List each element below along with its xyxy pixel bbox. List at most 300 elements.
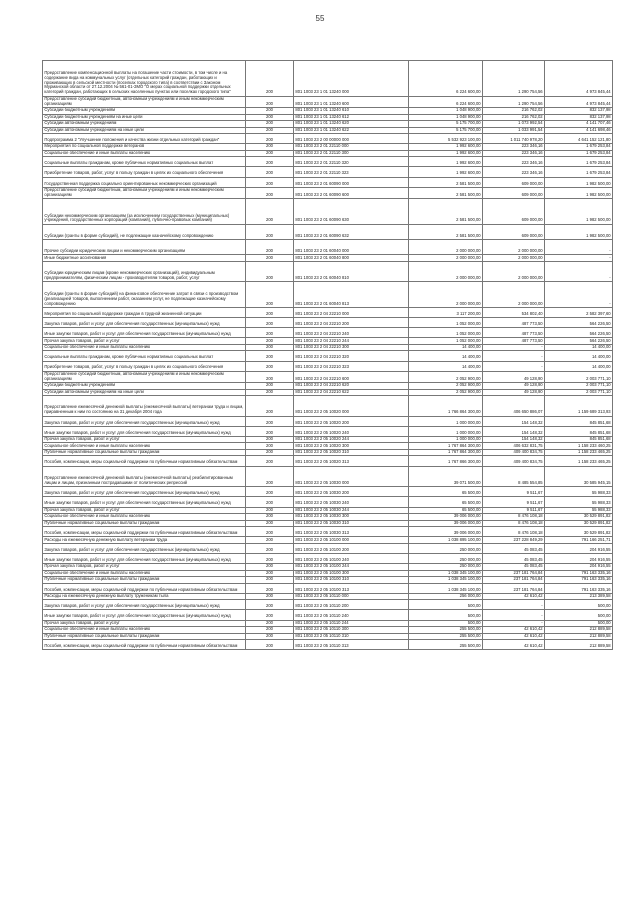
cell-executed-amount: 42 610,42 — [483, 627, 545, 634]
cell-classification-code: 801 1003 23 2 04 22210 600 — [294, 371, 409, 382]
cell-line-code: 200 — [246, 255, 294, 262]
cell-line-code: 200 — [246, 520, 294, 527]
cell-executed-amount: 609 000,00 — [483, 177, 545, 187]
cell-line-code: 200 — [246, 307, 294, 317]
cell-line-code: 200 — [246, 620, 294, 627]
cell-unexecuted-amount: 213 389,58 — [545, 593, 613, 600]
table-row — [43, 199, 613, 225]
cell-classification-code: 801 1003 23 2 04 22210 323 — [294, 361, 409, 371]
cell-line-code: 200 — [246, 157, 294, 167]
cell-item-name: Публичные нормативные социальные выплаты гражданам — [43, 633, 246, 640]
cell-approved-amount: 1 767 864 300,00 — [409, 449, 483, 456]
cell-executed-amount: 1 011 740 978,20 — [483, 134, 545, 144]
cell-unexecuted-amount: 1 679 253,84 — [545, 167, 613, 177]
cell-unexecuted-amount: 14 400,00 — [545, 351, 613, 361]
cell-approved-amount: 14 400,00 — [409, 351, 483, 361]
cell-item-name: Закупка товаров, работ и услуг для обеспечения государственных (муниципальных) нужд — [43, 416, 246, 426]
cell-unexecuted-amount: 55 988,33 — [545, 507, 613, 514]
cell-unexecuted-amount: 4 641 152 121,80 — [545, 134, 613, 144]
cell-unexecuted-amount: 55 988,33 — [545, 487, 613, 497]
cell-classification-code: 801 1003 23 2 05 10020 200 — [294, 416, 409, 426]
cell-classification-code: 801 1003 23 2 01 60090 630 — [294, 199, 409, 225]
cell-classification-code: 801 1003 23 2 05 10030 310 — [294, 520, 409, 527]
cell-line-code: 200 — [246, 177, 294, 187]
table-row — [43, 640, 613, 650]
cell-approved-amount: 1 000 000,00 — [409, 426, 483, 436]
cell-classification-code: 801 1003 23 2 05 10110 313 — [294, 640, 409, 650]
cell-item-name: Иные закупки товаров, работ и услуг для обеспечения государственных (муниципальных) нужд — [43, 553, 246, 563]
cell-item-name: Мероприятия по социальной поддержке граждан в трудной жизненной ситуации — [43, 307, 246, 317]
cell-approved-amount: 5 175 700,00 — [409, 121, 483, 128]
cell-executed-amount: - — [483, 600, 545, 610]
table-row — [43, 261, 613, 282]
cell-unexecuted-amount: 564 226,50 — [545, 317, 613, 327]
cell-item-name: Прочие субсидии юридическим лицам и некоммерческим организациям — [43, 239, 246, 254]
cell-executed-amount: - — [483, 610, 545, 620]
cell-executed-amount: 223 346,16 — [483, 150, 545, 157]
table-row — [43, 114, 613, 121]
cell-item-name: Предоставление компенсационной выплаты на погашение части стоимости, в том числе и на содержание вида на коммунальных услуг (отдельных категорий граждан, работающих и проживающих в сельской местности (поселках городского типа) в соответствии с Законом Мурманской области от 27.12.2004 № 561-01-ЗМО "О мерах социальной поддержки отдельных категорий граждан, работающих в сельских населенных пунктах или поселках городского типа" — [43, 61, 246, 97]
table-row — [43, 307, 613, 317]
cell-approved-amount: 1 038 345 100,00 — [409, 570, 483, 577]
table-row — [43, 520, 613, 527]
cell-executed-amount: 237 181 764,84 — [483, 577, 545, 584]
cell-line-code: 200 — [246, 389, 294, 396]
cell-line-code: 200 — [246, 443, 294, 450]
cell-executed-amount: 609 000,00 — [483, 199, 545, 225]
cell-classification-code: 801 1003 23 2 05 10030 200 — [294, 487, 409, 497]
cell-classification-code: 801 1003 23 2 05 10020 000 — [294, 396, 409, 417]
cell-unexecuted-amount: - — [545, 239, 613, 254]
cell-approved-amount: 1 992 600,00 — [409, 150, 483, 157]
cell-executed-amount: - — [483, 351, 545, 361]
cell-executed-amount: 1 033 991,54 — [483, 127, 545, 134]
cell-item-name: Субсидии юридическим лицам (кроме некоммерческих организаций), индивидуальным предпринимателям, физическим лицам - производителям товаров, работ, услуг — [43, 261, 246, 282]
cell-approved-amount: 39 006 000,00 — [409, 514, 483, 521]
cell-unexecuted-amount: 30 585 945,15 — [545, 466, 613, 487]
cell-line-code: 200 — [246, 553, 294, 563]
cell-line-code: 200 — [246, 436, 294, 443]
cell-unexecuted-amount: 1 982 500,00 — [545, 224, 613, 239]
cell-item-name: Иные закупки товаров, работ и услуг для обеспечения государственных (муниципальных) нужд — [43, 610, 246, 620]
cell-line-code: 200 — [246, 361, 294, 371]
cell-classification-code: 801 1003 23 2 01 22110 300 — [294, 150, 409, 157]
table-row — [43, 351, 613, 361]
cell-approved-amount: 250 000,00 — [409, 543, 483, 553]
cell-executed-amount: 2 000 000,00 — [483, 261, 545, 282]
cell-item-name: Иные закупки товаров, работ и услуг для обеспечения государственных (муниципальных) нужд — [43, 426, 246, 436]
cell-item-name: Закупка товаров, работ и услуг для обеспечения государственных (муниципальных) нужд — [43, 600, 246, 610]
table-row — [43, 514, 613, 521]
cell-executed-amount: 42 610,42 — [483, 640, 545, 650]
cell-item-name: Социальные выплаты гражданам, кроме публичных нормативных социальных выплат — [43, 351, 246, 361]
cell-approved-amount: 250 000,00 — [409, 553, 483, 563]
cell-executed-amount: 9 511,67 — [483, 487, 545, 497]
cell-unexecuted-amount: 2 003 771,10 — [545, 383, 613, 390]
cell-classification-code: 801 1003 23 2 05 10100 244 — [294, 564, 409, 571]
cell-line-code: 200 — [246, 167, 294, 177]
cell-line-code: 200 — [246, 150, 294, 157]
cell-classification-code: 801 1003 23 2 05 10020 310 — [294, 449, 409, 456]
cell-approved-amount: 65 500,00 — [409, 507, 483, 514]
table-row — [43, 466, 613, 487]
cell-executed-amount: 154 148,32 — [483, 416, 545, 426]
table-row — [43, 371, 613, 382]
cell-approved-amount: 500,00 — [409, 610, 483, 620]
table-row — [43, 177, 613, 187]
table-row — [43, 157, 613, 167]
cell-approved-amount: 255 500,00 — [409, 640, 483, 650]
cell-classification-code: 801 1003 23 2 01 22110 323 — [294, 167, 409, 177]
cell-executed-amount: 487 773,50 — [483, 317, 545, 327]
cell-approved-amount: 14 400,00 — [409, 344, 483, 351]
cell-classification-code: 801 1003 23 1 01 13240 612 — [294, 114, 409, 121]
cell-line-code: 200 — [246, 199, 294, 225]
cell-classification-code: 801 1003 23 2 05 10110 000 — [294, 593, 409, 600]
cell-item-name: Расходы на ежемесячную денежную выплату ветеранам труда — [43, 537, 246, 544]
table-row — [43, 583, 613, 593]
cell-executed-amount: 8 476 108,18 — [483, 514, 545, 521]
table-row — [43, 127, 613, 134]
cell-line-code: 200 — [246, 593, 294, 600]
cell-unexecuted-amount: 791 163 335,16 — [545, 570, 613, 577]
cell-executed-amount: 42 610,42 — [483, 633, 545, 640]
cell-executed-amount: 2 000 000,00 — [483, 282, 545, 308]
cell-approved-amount: 1 048 900,00 — [409, 108, 483, 115]
cell-classification-code: 801 1003 23 2 05 10110 300 — [294, 627, 409, 634]
cell-approved-amount: 250 000,00 — [409, 564, 483, 571]
cell-item-name: Государственная поддержка социально ориентированных некоммерческих организаций — [43, 177, 246, 187]
cell-item-name: Прочая закупка товаров, работ и услуг — [43, 436, 246, 443]
cell-classification-code: 801 1003 23 2 01 60040 810 — [294, 261, 409, 282]
cell-item-name: Пособия, компенсации, меры социальной поддержки по публичным нормативным обязательствам — [43, 640, 246, 650]
cell-line-code: 200 — [246, 583, 294, 593]
cell-executed-amount: 9 511,67 — [483, 497, 545, 507]
cell-executed-amount: 216 762,02 — [483, 114, 545, 121]
cell-approved-amount: 14 400,00 — [409, 361, 483, 371]
cell-approved-amount: 39 006 000,00 — [409, 527, 483, 537]
table-row — [43, 456, 613, 466]
cell-approved-amount: 1 767 866 300,00 — [409, 456, 483, 466]
cell-executed-amount: 223 346,16 — [483, 167, 545, 177]
cell-classification-code: 801 1003 23 1 01 13240 610 — [294, 108, 409, 115]
cell-executed-amount: 237 181 764,84 — [483, 583, 545, 593]
cell-unexecuted-amount: 2 003 771,10 — [545, 389, 613, 396]
cell-unexecuted-amount: 1 158 233 465,25 — [545, 456, 613, 466]
cell-line-code: 200 — [246, 507, 294, 514]
cell-executed-amount: 2 000 000,00 — [483, 255, 545, 262]
cell-classification-code: 801 1003 23 2 01 22110 000 — [294, 144, 409, 151]
cell-unexecuted-amount: 1 982 500,00 — [545, 199, 613, 225]
cell-line-code: 200 — [246, 416, 294, 426]
cell-classification-code: 801 1003 23 2 04 22210 620 — [294, 383, 409, 390]
table-row — [43, 633, 613, 640]
cell-line-code: 200 — [246, 328, 294, 338]
cell-approved-amount: 1 052 000,00 — [409, 328, 483, 338]
cell-line-code: 200 — [246, 640, 294, 650]
table-row — [43, 167, 613, 177]
cell-line-code: 200 — [246, 564, 294, 571]
cell-item-name: Субсидии (гранты в форме субсидий) на финансовое обеспечение затрат в связи с производством (реализацией товаров, выполнением работ, оказанием услуг, не подлежащие казначейскому сопровождению — [43, 282, 246, 308]
cell-unexecuted-amount: 2 003 771,10 — [545, 371, 613, 382]
cell-line-code: 200 — [246, 466, 294, 487]
cell-unexecuted-amount: 500,00 — [545, 610, 613, 620]
cell-approved-amount: 2 581 500,00 — [409, 224, 483, 239]
table-row — [43, 577, 613, 584]
table-row — [43, 187, 613, 198]
cell-classification-code: 801 1003 23 2 04 22210 200 — [294, 317, 409, 327]
cell-item-name: Социальное обеспечение и иные выплаты населению — [43, 150, 246, 157]
cell-item-name: Социальные выплаты гражданам, кроме публичных нормативных социальных выплат — [43, 157, 246, 167]
cell-classification-code: 801 1003 23 2 01 60090 000 — [294, 177, 409, 187]
cell-executed-amount: 487 773,50 — [483, 328, 545, 338]
cell-classification-code: 801 1003 23 2 01 60090 600 — [294, 187, 409, 198]
cell-item-name: Субсидии некоммерческим организациям (за исключением государственных (муниципальных) учреждений, государственных корпораций (компаний), публично-правовых компаний) — [43, 199, 246, 225]
table-row — [43, 593, 613, 600]
cell-approved-amount: 1 038 895 100,00 — [409, 537, 483, 544]
cell-executed-amount: 8 476 108,18 — [483, 520, 545, 527]
cell-approved-amount: 65 500,00 — [409, 487, 483, 497]
cell-line-code: 200 — [246, 543, 294, 553]
cell-approved-amount: 255 500,00 — [409, 627, 483, 634]
cell-line-code: 200 — [246, 144, 294, 151]
cell-item-name: Закупка товаров, работ и услуг для обеспечения государственных (муниципальных) нужд — [43, 487, 246, 497]
cell-unexecuted-amount: 30 529 891,82 — [545, 527, 613, 537]
cell-classification-code: 801 1003 23 2 01 60040 800 — [294, 255, 409, 262]
cell-unexecuted-amount: 204 916,55 — [545, 564, 613, 571]
cell-unexecuted-amount: 1 982 500,00 — [545, 187, 613, 198]
cell-executed-amount: 9 511,67 — [483, 507, 545, 514]
table-row — [43, 487, 613, 497]
table-row — [43, 553, 613, 563]
cell-classification-code: 801 1003 23 2 04 22210 320 — [294, 351, 409, 361]
cell-unexecuted-amount: - — [545, 261, 613, 282]
cell-line-code: 200 — [246, 383, 294, 390]
cell-item-name: Иные закупки товаров, работ и услуг для обеспечения государственных (муниципальных) нужд — [43, 328, 246, 338]
cell-unexecuted-amount: 55 988,33 — [545, 497, 613, 507]
cell-approved-amount: 255 500,00 — [409, 633, 483, 640]
table-row — [43, 389, 613, 396]
cell-line-code: 200 — [246, 96, 294, 107]
cell-classification-code: 801 1003 23 2 04 22210 244 — [294, 338, 409, 345]
cell-executed-amount: 154 148,32 — [483, 436, 545, 443]
cell-unexecuted-amount: 1 158 233 465,25 — [545, 449, 613, 456]
table-row — [43, 497, 613, 507]
cell-approved-amount: 1 048 900,00 — [409, 114, 483, 121]
table-row — [43, 150, 613, 157]
cell-item-name: Социальное обеспечение и иные выплаты населению — [43, 570, 246, 577]
cell-item-name: Прочая закупка товаров, работ и услуг — [43, 338, 246, 345]
cell-line-code: 200 — [246, 134, 294, 144]
cell-unexecuted-amount: 14 400,00 — [545, 344, 613, 351]
cell-classification-code: 801 1003 23 2 05 10020 313 — [294, 456, 409, 466]
cell-classification-code: 801 1003 23 2 05 10110 200 — [294, 600, 409, 610]
cell-executed-amount: 45 083,45 — [483, 543, 545, 553]
budget-table-body — [43, 61, 613, 650]
table-row — [43, 61, 613, 97]
cell-unexecuted-amount: 1 159 689 313,93 — [545, 396, 613, 417]
cell-item-name: Предоставление ежемесячной денежной выплаты (ежемесячной выплаты) ветеранам труда и лицам, приравненным к ним по состоянию на 31 декабря 2004 года — [43, 396, 246, 417]
cell-unexecuted-amount: 791 163 335,16 — [545, 577, 613, 584]
cell-line-code: 200 — [246, 371, 294, 382]
cell-classification-code: 801 1003 23 2 05 10100 240 — [294, 553, 409, 563]
cell-item-name: Пособия, компенсации, меры социальной поддержки по публичным нормативным обязательствам — [43, 527, 246, 537]
cell-item-name: Прочая закупка товаров, работ и услуг — [43, 620, 246, 627]
cell-executed-amount: 154 148,32 — [483, 426, 545, 436]
cell-approved-amount: 1 992 600,00 — [409, 144, 483, 151]
cell-approved-amount: 500,00 — [409, 620, 483, 627]
cell-classification-code: 801 1003 23 2 01 60040 000 — [294, 239, 409, 254]
cell-executed-amount: 237 181 764,84 — [483, 570, 545, 577]
cell-approved-amount: 2 581 500,00 — [409, 187, 483, 198]
cell-item-name: Субсидии автономным учреждениям — [43, 121, 246, 128]
cell-executed-amount: 49 128,90 — [483, 383, 545, 390]
cell-line-code: 200 — [246, 338, 294, 345]
table-row — [43, 361, 613, 371]
cell-executed-amount: 409 400 834,75 — [483, 456, 545, 466]
cell-executed-amount: 8 485 554,85 — [483, 466, 545, 487]
budget-table — [42, 60, 613, 650]
cell-approved-amount: 65 500,00 — [409, 497, 483, 507]
cell-approved-amount: 2 000 000,00 — [409, 261, 483, 282]
cell-approved-amount: 2 052 900,00 — [409, 383, 483, 390]
cell-unexecuted-amount: 4 973 845,44 — [545, 96, 613, 107]
cell-approved-amount: 1 038 345 100,00 — [409, 583, 483, 593]
cell-item-name: Предоставление субсидий бюджетным, автономным учреждениям и иным некоммерческим организациям — [43, 187, 246, 198]
cell-executed-amount: - — [483, 361, 545, 371]
cell-item-name: Подпрограмма 2 "Улучшение положения и качества жизни отдельных категорий граждан" — [43, 134, 246, 144]
table-row — [43, 543, 613, 553]
cell-item-name: Приобретение товаров, работ, услуг в пользу граждан в целях их социального обеспечения — [43, 361, 246, 371]
cell-classification-code: 801 1003 23 2 05 10030 300 — [294, 514, 409, 521]
cell-approved-amount: 2 052 900,00 — [409, 389, 483, 396]
cell-classification-code: 801 1003 23 2 01 22110 320 — [294, 157, 409, 167]
cell-unexecuted-amount: 204 916,55 — [545, 553, 613, 563]
cell-line-code: 200 — [246, 456, 294, 466]
cell-classification-code: 801 1003 23 1 01 13240 622 — [294, 127, 409, 134]
cell-line-code: 200 — [246, 577, 294, 584]
cell-line-code: 200 — [246, 497, 294, 507]
table-row — [43, 426, 613, 436]
cell-item-name: Приобретение товаров, работ, услуг в пользу граждан в целях их социального обеспечения — [43, 167, 246, 177]
cell-item-name: Предоставление субсидий бюджетным, автономным учреждениям и иным некоммерческим организациям — [43, 96, 246, 107]
cell-line-code: 200 — [246, 396, 294, 417]
table-row — [43, 570, 613, 577]
cell-line-code: 200 — [246, 627, 294, 634]
cell-item-name: Субсидии (гранты в форме субсидий), не подлежащие казначейскому сопровождению — [43, 224, 246, 239]
cell-line-code: 200 — [246, 224, 294, 239]
cell-line-code: 200 — [246, 610, 294, 620]
cell-approved-amount: 2 000 000,00 — [409, 255, 483, 262]
cell-unexecuted-amount: 564 226,50 — [545, 338, 613, 345]
table-row — [43, 224, 613, 239]
cell-line-code: 200 — [246, 127, 294, 134]
cell-line-code: 200 — [246, 261, 294, 282]
cell-unexecuted-amount: 4 141 698,46 — [545, 127, 613, 134]
cell-item-name: Субсидии бюджетным учреждениям — [43, 383, 246, 390]
cell-line-code: 200 — [246, 487, 294, 497]
cell-classification-code: 801 1003 23 1 01 13240 000 — [294, 61, 409, 97]
cell-unexecuted-amount: 832 137,98 — [545, 114, 613, 121]
cell-executed-amount: 8 476 108,18 — [483, 527, 545, 537]
cell-unexecuted-amount: 212 889,58 — [545, 627, 613, 634]
cell-executed-amount: 1 290 754,56 — [483, 96, 545, 107]
cell-executed-amount: 609 000,00 — [483, 224, 545, 239]
cell-approved-amount: 6 224 600,00 — [409, 61, 483, 97]
cell-approved-amount: 1 052 000,00 — [409, 338, 483, 345]
cell-line-code: 200 — [246, 61, 294, 97]
cell-unexecuted-amount: 832 137,98 — [545, 108, 613, 115]
cell-classification-code: 801 1003 23 2 01 60090 632 — [294, 224, 409, 239]
cell-unexecuted-amount: 30 529 891,82 — [545, 520, 613, 527]
cell-classification-code: 801 1003 23 2 05 10110 310 — [294, 633, 409, 640]
cell-unexecuted-amount: 500,00 — [545, 620, 613, 627]
cell-line-code: 200 — [246, 537, 294, 544]
cell-line-code: 200 — [246, 570, 294, 577]
cell-unexecuted-amount: 845 851,68 — [545, 426, 613, 436]
cell-unexecuted-amount: 4 141 707,46 — [545, 121, 613, 128]
cell-classification-code: 801 1003 23 2 00 00000 000 — [294, 134, 409, 144]
cell-line-code: 200 — [246, 351, 294, 361]
cell-executed-amount: 223 346,16 — [483, 157, 545, 167]
cell-line-code: 200 — [246, 514, 294, 521]
cell-line-code: 200 — [246, 426, 294, 436]
cell-item-name: Социальное обеспечение и иные выплаты населению — [43, 627, 246, 634]
cell-item-name: Прочая закупка товаров, работ и услуг — [43, 507, 246, 514]
cell-unexecuted-amount: 1 679 253,84 — [545, 157, 613, 167]
table-row — [43, 416, 613, 426]
cell-unexecuted-amount: 791 163 335,16 — [545, 583, 613, 593]
cell-executed-amount: 409 400 834,75 — [483, 449, 545, 456]
cell-approved-amount: 2 000 000,00 — [409, 282, 483, 308]
table-row — [43, 328, 613, 338]
cell-item-name: Иные бюджетные ассигнования — [43, 255, 246, 262]
cell-classification-code: 801 1003 23 1 01 13240 600 — [294, 96, 409, 107]
page-number: 55 — [315, 14, 325, 23]
cell-line-code: 200 — [246, 633, 294, 640]
cell-approved-amount: 1 766 864 300,00 — [409, 396, 483, 417]
cell-executed-amount: 216 762,02 — [483, 108, 545, 115]
cell-executed-amount: 223 346,16 — [483, 144, 545, 151]
cell-classification-code: 801 1003 23 2 05 10100 000 — [294, 537, 409, 544]
cell-classification-code: 801 1003 23 2 05 10020 240 — [294, 426, 409, 436]
cell-approved-amount: 2 000 000,00 — [409, 239, 483, 254]
cell-line-code: 200 — [246, 187, 294, 198]
cell-classification-code: 801 1003 23 2 05 10020 244 — [294, 436, 409, 443]
cell-line-code: 200 — [246, 114, 294, 121]
cell-unexecuted-amount: 212 889,58 — [545, 640, 613, 650]
cell-line-code: 200 — [246, 317, 294, 327]
cell-executed-amount: - — [483, 344, 545, 351]
cell-approved-amount: 3 117 200,00 — [409, 307, 483, 317]
cell-item-name: Предоставление ежемесячной денежной выплаты (ежемесячной выплаты) реабилитированным лицам и лицам, признанным пострадавшими от политических репрессий — [43, 466, 246, 487]
cell-item-name: Закупка товаров, работ и услуг для обеспечения государственных (муниципальных) нужд — [43, 317, 246, 327]
cell-approved-amount: 1 052 000,00 — [409, 317, 483, 327]
cell-item-name: Расходы на ежемесячную денежную выплату труженикам тыла — [43, 593, 246, 600]
cell-classification-code: 801 1003 23 2 05 10100 300 — [294, 570, 409, 577]
table-row — [43, 96, 613, 107]
cell-item-name: Социальное обеспечение и иные выплаты населению — [43, 344, 246, 351]
cell-executed-amount: 406 650 886,07 — [483, 396, 545, 417]
table-row — [43, 627, 613, 634]
cell-unexecuted-amount: 1 158 233 460,25 — [545, 443, 613, 450]
cell-unexecuted-amount: 4 973 845,44 — [545, 61, 613, 97]
cell-unexecuted-amount: - — [545, 255, 613, 262]
cell-unexecuted-amount: 845 851,68 — [545, 416, 613, 426]
table-row — [43, 537, 613, 544]
table-row — [43, 134, 613, 144]
cell-executed-amount: 1 073 992,54 — [483, 121, 545, 128]
